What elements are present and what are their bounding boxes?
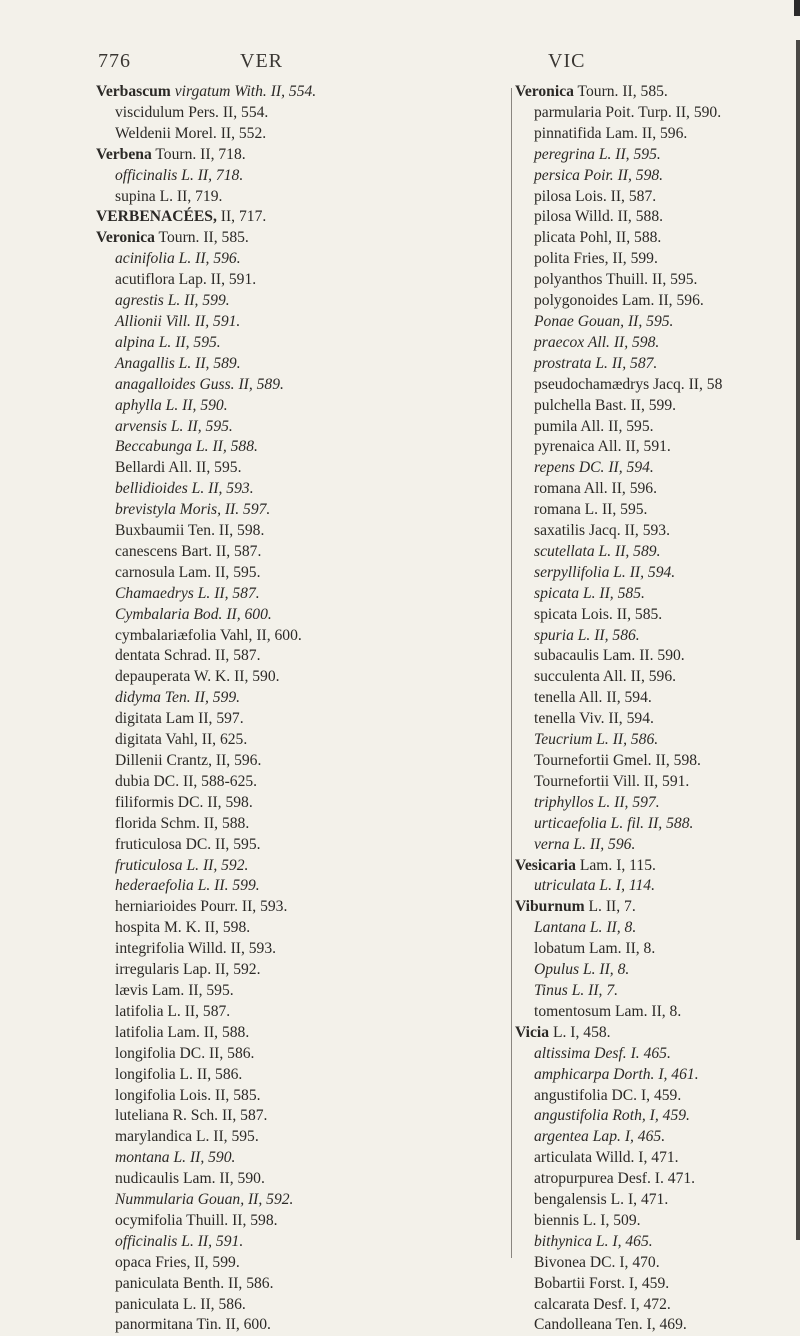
- species-entry: altissima Desf. I. 465.: [534, 1044, 671, 1062]
- genus-name: Verbascum: [96, 83, 171, 100]
- species-entry: agrestis L. II, 599.: [115, 292, 230, 310]
- page-edge-mark: [794, 0, 800, 16]
- species-entry: digitata Vahl, II, 625.: [115, 731, 248, 749]
- species-entry: bengalensis L. I, 471.: [534, 1191, 669, 1209]
- species-entry: digitata Lam II, 597.: [115, 710, 244, 728]
- species-entry: florida Schm. II, 588.: [115, 814, 250, 832]
- species-entry: persica Poir. II, 598.: [534, 166, 664, 184]
- species-entry: Allionii Vill. II, 591.: [115, 312, 241, 330]
- species-entry: longifolia Lois. II, 585.: [115, 1086, 261, 1104]
- species-entry: spicata L. II, 585.: [534, 584, 645, 602]
- genus-name: Veronica: [96, 229, 155, 247]
- genus-name: Vesicaria: [515, 856, 576, 874]
- species-entry: Bellardi All. II, 595.: [115, 459, 242, 477]
- species-entry: amphicarpa Dorth. I, 461.: [534, 1065, 699, 1083]
- species-entry: pinnatifida Lam. II, 596.: [534, 124, 688, 142]
- species-entry: Tournefortii Gmel. II, 598.: [534, 752, 701, 769]
- species-entry: herniarioides Pourr. II, 593.: [115, 898, 288, 916]
- species-entry: arvensis L. II, 595.: [115, 417, 233, 435]
- genus-citation: L. II, 7.: [584, 898, 636, 916]
- species-entry: Cymbalaria Bod. II, 600.: [115, 605, 272, 623]
- species-entry: utriculata L. I, 114.: [534, 877, 655, 895]
- species-entry: tenella All. II, 594.: [534, 689, 652, 707]
- species-entry: nudicaulis Lam. II, 590.: [115, 1170, 265, 1188]
- species-entry: hospita M. K. II, 598.: [115, 919, 251, 937]
- species-entry: lobatum Lam. II, 8.: [534, 940, 656, 958]
- species-entry: paniculata Benth. II, 586.: [115, 1274, 274, 1292]
- species-entry: acutiflora Lap. II, 591.: [115, 271, 257, 289]
- species-entry: prostrata L. II, 587.: [534, 354, 658, 372]
- species-entry: depauperata W. K. II, 590.: [115, 668, 280, 686]
- species-entry: angustifolia Roth, I, 459.: [534, 1107, 690, 1125]
- species-entry: aphylla L. II, 590.: [115, 396, 228, 414]
- species-entry: atropurpurea Desf. I. 471.: [534, 1170, 696, 1188]
- species-entry: Dillenii Crantz, II, 596.: [115, 752, 262, 769]
- species-entry: Lantana L. II, 8.: [534, 919, 637, 937]
- species-entry: officinalis L. II, 718.: [115, 166, 244, 184]
- species-entry: Nummularia Gouan, II, 592.: [115, 1191, 294, 1209]
- species-entry: longifolia L. II, 586.: [115, 1065, 243, 1083]
- species-entry: pumila All. II, 595.: [534, 417, 654, 435]
- species-entry: supina L. II, 719.: [115, 187, 223, 205]
- species-entry: fruticulosa DC. II, 595.: [115, 835, 261, 853]
- genus-name: Vicia: [515, 1023, 550, 1041]
- species-entry: Buxbaumii Ten. II, 598.: [115, 522, 265, 540]
- species-entry: carnosula Lam. II, 595.: [115, 563, 261, 581]
- species-entry: Candolleana Ten. I, 469.: [534, 1316, 687, 1334]
- species-entry: praecox All. II, 598.: [534, 333, 660, 351]
- index-column-right: [516, 82, 800, 1336]
- species-entry: irregularis Lap. II, 592.: [115, 961, 261, 979]
- species-entry: romana L. II, 595.: [534, 501, 648, 519]
- genus-name: VERBENACÉES,: [96, 208, 217, 226]
- species-entry: verna L. II, 596.: [534, 835, 636, 853]
- species-entry: Ponae Gouan, II, 595.: [534, 312, 674, 330]
- species-entry: opaca Fries, II, 599.: [115, 1253, 240, 1271]
- genus-citation: Tourn. II, 718.: [151, 145, 246, 163]
- species-entry: dubia DC. II, 588-625.: [115, 772, 258, 790]
- species-entry: urticaefolia L. fil. II, 588.: [534, 814, 694, 832]
- page-edge-shadow: [796, 40, 800, 1240]
- genus-entry: [516, 897, 800, 918]
- species-entry: fruticulosa L. II, 592.: [115, 856, 249, 874]
- species-entry: hederaefolia L. II. 599.: [115, 877, 260, 895]
- species-entry: spicata Lois. II, 585.: [534, 605, 663, 623]
- species-entry: Opulus L. II, 8.: [534, 961, 630, 979]
- genus-citation: Tourn. II, 585.: [154, 229, 249, 247]
- page-number: 776: [98, 50, 131, 72]
- species-entry: lævis Lam. II, 595.: [115, 981, 234, 999]
- species-entry: scutellata L. II, 589.: [534, 542, 661, 560]
- species-entry: peregrina L. II, 595.: [534, 145, 661, 163]
- species-entry: articulata Willd. I, 471.: [534, 1149, 679, 1167]
- species-entry: canescens Bart. II, 587.: [115, 542, 262, 560]
- species-entry: pilosa Lois. II, 587.: [534, 187, 657, 205]
- species-entry: integrifolia Willd. II, 593.: [115, 940, 277, 958]
- genus-entry: [97, 82, 509, 103]
- species-entry: Anagallis L. II, 589.: [115, 354, 241, 372]
- species-entry: biennis L. I, 509.: [534, 1211, 641, 1229]
- species-entry: ocymifolia Thuill. II, 598.: [115, 1211, 278, 1229]
- genus-citation: II, 717.: [216, 208, 267, 226]
- genus-citation: Tourn. II, 585.: [573, 83, 668, 100]
- species-entry: Beccabunga L. II, 588.: [115, 438, 258, 456]
- page-header: [0, 50, 800, 80]
- species-entry: pulchella Bast. II, 599.: [534, 396, 677, 414]
- genus-citation: Lam. I, 115.: [575, 856, 656, 874]
- species-entry: didyma Ten. II, 599.: [115, 689, 241, 707]
- species-entry: triphyllos L. II, 597.: [534, 793, 660, 811]
- species-entry: pyrenaica All. II, 591.: [534, 438, 671, 456]
- genus-name: Viburnum: [515, 898, 585, 916]
- species-entry: polyanthos Thuill. II, 595.: [534, 271, 698, 289]
- species-entry: Tournefortii Vill. II, 591.: [534, 772, 690, 790]
- right-running-heading: VIC: [548, 50, 586, 72]
- species-entry: spuria L. II, 586.: [534, 626, 640, 644]
- species-entry: parmularia Poit. Turp. II, 590.: [534, 103, 722, 121]
- species-entry: pseudochamædrys Jacq. II, 58: [534, 375, 723, 393]
- species-entry: romana All. II, 596.: [534, 480, 657, 498]
- species-entry: officinalis L. II, 591.: [115, 1232, 244, 1250]
- genus-entry: [516, 1023, 800, 1044]
- species-entry: angustifolia DC. I, 459.: [534, 1086, 682, 1104]
- species-entry: acinifolia L. II, 596.: [115, 250, 241, 268]
- species-entry: Teucrium L. II, 586.: [534, 731, 659, 749]
- genus-name: Verbena: [96, 145, 152, 163]
- species-entry: succulenta All. II, 596.: [534, 668, 677, 686]
- genus-citation: L. I, 458.: [549, 1023, 611, 1041]
- species-entry: anagalloides Guss. II, 589.: [115, 375, 284, 393]
- species-entry: longifolia DC. II, 586.: [115, 1044, 255, 1062]
- species-entry: Bivonea DC. I, 470.: [534, 1253, 660, 1271]
- species-entry: viscidulum Pers. II, 554.: [115, 103, 269, 121]
- species-entry: alpina L. II, 595.: [115, 333, 221, 351]
- species-entry: Bobartii Forst. I, 459.: [534, 1274, 670, 1292]
- genus-name: Veronica: [515, 83, 574, 100]
- species-entry: polygonoides Lam. II, 596.: [534, 292, 704, 310]
- genus-entry: [97, 145, 509, 166]
- species-entry: saxatilis Jacq. II, 593.: [534, 522, 670, 540]
- species-entry: argentea Lap. I, 465.: [534, 1128, 666, 1146]
- species-entry: Chamaedrys L. II, 587.: [115, 584, 260, 602]
- species-entry: serpyllifolia L. II, 594.: [534, 563, 676, 581]
- species-entry: Weldenii Morel. II, 552.: [115, 124, 267, 142]
- genus-entry: [97, 228, 509, 249]
- species-entry: Tinus L. II, 7.: [534, 981, 619, 999]
- index-column-left: [97, 82, 509, 1336]
- species-entry: marylandica L. II, 595.: [115, 1128, 259, 1146]
- genus-entry: [97, 207, 509, 228]
- species-entry: pilosa Willd. II, 588.: [534, 208, 664, 226]
- genus-citation: virgatum With. II, 554.: [170, 83, 317, 100]
- species-entry: cymbalariæfolia Vahl, II, 600.: [115, 626, 302, 644]
- species-entry: tomentosum Lam. II, 8.: [534, 1002, 682, 1020]
- species-entry: montana L. II, 590.: [115, 1149, 236, 1167]
- species-entry: repens DC. II, 594.: [534, 459, 654, 477]
- species-entry: plicata Pohl, II, 588.: [534, 229, 662, 247]
- species-entry: paniculata L. II, 586.: [115, 1295, 246, 1313]
- species-entry: subacaulis Lam. II. 590.: [534, 647, 685, 665]
- species-entry: polita Fries, II, 599.: [534, 250, 658, 268]
- species-entry: panormitana Tin. II, 600.: [115, 1316, 271, 1334]
- column-divider: [511, 88, 512, 1258]
- species-entry: filiformis DC. II, 598.: [115, 793, 253, 811]
- genus-entry: [516, 856, 800, 877]
- species-entry: dentata Schrad. II, 587.: [115, 647, 261, 665]
- species-entry: tenella Viv. II, 594.: [534, 710, 654, 728]
- species-entry: bithynica L. I, 465.: [534, 1232, 653, 1250]
- left-running-heading: VER: [240, 50, 283, 72]
- species-entry: latifolia L. II, 587.: [115, 1002, 231, 1020]
- species-entry: calcarata Desf. I, 472.: [534, 1295, 671, 1313]
- species-entry: brevistyla Moris, II. 597.: [115, 501, 271, 519]
- species-entry: bellidioides L. II, 593.: [115, 480, 254, 498]
- species-entry: latifolia Lam. II, 588.: [115, 1023, 250, 1041]
- species-entry: luteliana R. Sch. II, 587.: [115, 1107, 268, 1125]
- genus-entry: [516, 82, 800, 103]
